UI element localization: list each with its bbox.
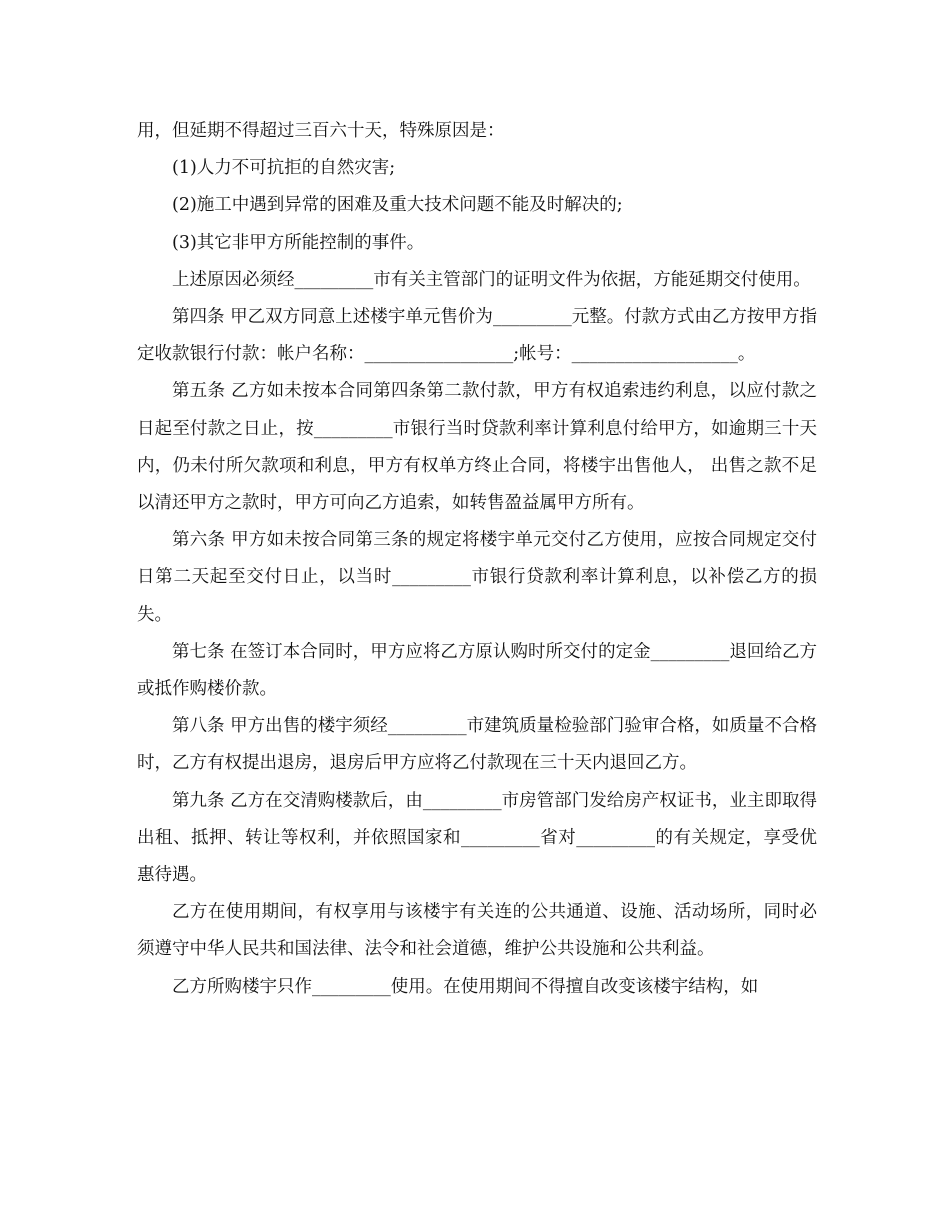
paragraph: 乙方所购楼宇只作_________使用。在使用期间不得擅自改变该楼宇结构，如 (172, 976, 759, 997)
paragraph: 第八条 甲方出售的楼宇须经_________市建筑质量检验部门验审合格，如质量不合格时，乙方有权提出退房，退房后甲方应将乙付款现在三十天内退回乙方。 (137, 716, 817, 774)
paragraph: (2)施工中遇到异常的困难及重大技术问题不能及时解决的; (172, 195, 623, 216)
paragraph: (1)人力不可抗拒的自然灾害; (172, 158, 396, 179)
paragraph: 用，但延期不得超过三百六十天，特殊原因是： (137, 121, 505, 141)
paragraph: 第六条 甲方如未按合同第三条的规定将楼宇单元交付乙方使用，应按合同规定交付日第二天起至交付日止，以当时_________市银行贷款利率计算利息，以补偿乙方的损失。 (137, 530, 817, 625)
paragraph: 第四条 甲乙双方同意上述楼宇单元售价为_________元整。付款方式由乙方按甲方指定收款银行付款：帐户名称：_________________;帐号：___________________。 (137, 307, 817, 365)
paragraph: 第九条 乙方在交清购楼款后，由_________市房管部门发给房产权证书，业主即取得出租、抵押、转让等权利，并依照国家和_________省对_________的有关规定，享受优惠待遇。 (137, 790, 817, 886)
paragraph: 乙方在使用期间，有权享用与该楼宇有关连的公共通道、设施、活动场所，同时必须遵守中华人民共和国法律、法令和社会道德，维护公共设施和公共利益。 (137, 902, 817, 960)
paragraph: 上述原因必须经_________市有关主管部门的证明文件为依据，方能延期交付使用。 (172, 269, 811, 290)
paragraph: 第五条 乙方如未按本合同第四条第二款付款，甲方有权追索违约利息，以应付款之日起至付款之日止，按_________市银行当时贷款利率计算利息付给甲方，如逾期三十天内，仍未付所欠款项和利息，甲方有权单方终止合同，将楼宇出售他人， 出售之款不足以清还甲方之款时，甲方可向乙方追索，如转售盈益属甲方所有。 (137, 381, 817, 514)
document-page (137, 113, 817, 1006)
paragraph: (3)其它非甲方所能控制的事件。 (172, 232, 425, 253)
paragraph: 第七条 在签订本合同时，甲方应将乙方原认购时所交付的定金_________退回给乙方或抵作购楼价款。 (137, 641, 817, 700)
